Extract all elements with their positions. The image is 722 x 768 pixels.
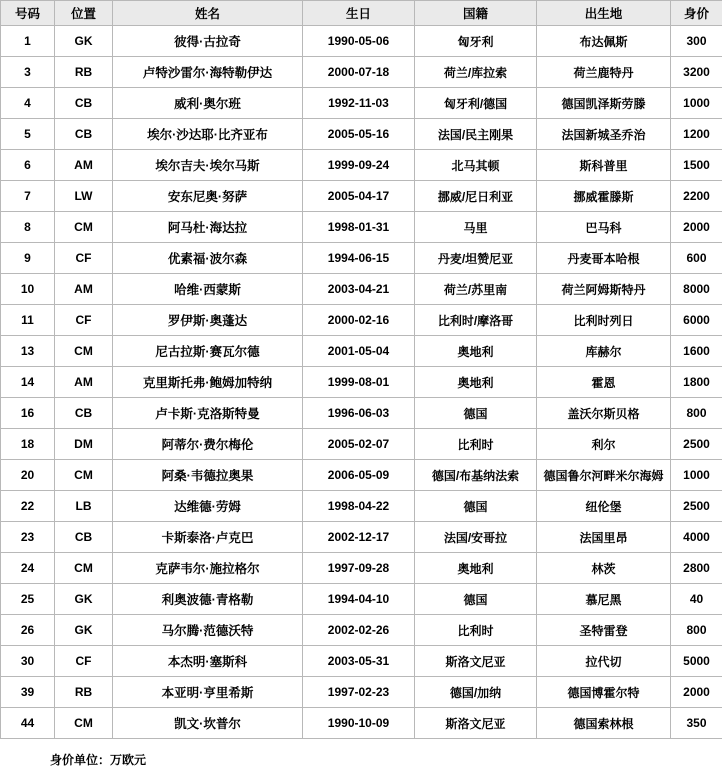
table-row bbox=[1, 181, 722, 212]
cell-value: 1500 bbox=[671, 150, 722, 181]
column-header-position: 位置 bbox=[55, 1, 113, 26]
cell-number: 24 bbox=[1, 553, 55, 584]
cell-value: 40 bbox=[671, 584, 722, 615]
value-unit-footnote: 身价单位：万欧元 bbox=[0, 751, 722, 768]
cell-number: 26 bbox=[1, 615, 55, 646]
cell-name: 本杰明·塞斯科 bbox=[113, 646, 303, 677]
cell-number: 4 bbox=[1, 88, 55, 119]
column-header-name: 姓名 bbox=[113, 1, 303, 26]
cell-birthplace: 布达佩斯 bbox=[537, 26, 671, 57]
cell-nationality: 匈牙利/德国 bbox=[415, 88, 537, 119]
cell-birthday: 1994-06-15 bbox=[303, 243, 415, 274]
cell-number: 1 bbox=[1, 26, 55, 57]
cell-number: 14 bbox=[1, 367, 55, 398]
cell-birthplace: 库赫尔 bbox=[537, 336, 671, 367]
column-header-number: 号码 bbox=[1, 1, 55, 26]
column-header-birthday: 生日 bbox=[303, 1, 415, 26]
cell-value: 2800 bbox=[671, 553, 722, 584]
cell-name: 埃尔吉夫·埃尔马斯 bbox=[113, 150, 303, 181]
cell-birthplace: 圣特雷登 bbox=[537, 615, 671, 646]
table-row bbox=[1, 150, 722, 181]
cell-position: LW bbox=[55, 181, 113, 212]
cell-number: 22 bbox=[1, 491, 55, 522]
cell-birthday: 1996-06-03 bbox=[303, 398, 415, 429]
cell-nationality: 德国 bbox=[415, 584, 537, 615]
cell-birthday: 2003-04-21 bbox=[303, 274, 415, 305]
cell-number: 13 bbox=[1, 336, 55, 367]
cell-position: RB bbox=[55, 57, 113, 88]
cell-birthday: 1998-04-22 bbox=[303, 491, 415, 522]
cell-number: 23 bbox=[1, 522, 55, 553]
table-row bbox=[1, 553, 722, 584]
table-row bbox=[1, 57, 722, 88]
cell-nationality: 北马其顿 bbox=[415, 150, 537, 181]
cell-position: AM bbox=[55, 274, 113, 305]
cell-number: 39 bbox=[1, 677, 55, 708]
cell-birthplace: 林茨 bbox=[537, 553, 671, 584]
cell-value: 2200 bbox=[671, 181, 722, 212]
cell-birthplace: 巴马科 bbox=[537, 212, 671, 243]
cell-number: 16 bbox=[1, 398, 55, 429]
cell-position: CM bbox=[55, 708, 113, 739]
cell-birthday: 1998-01-31 bbox=[303, 212, 415, 243]
cell-birthplace: 利尔 bbox=[537, 429, 671, 460]
cell-nationality: 比利时 bbox=[415, 615, 537, 646]
cell-name: 卢卡斯·克洛斯特曼 bbox=[113, 398, 303, 429]
cell-nationality: 匈牙利 bbox=[415, 26, 537, 57]
cell-birthplace: 荷兰鹿特丹 bbox=[537, 57, 671, 88]
cell-birthday: 2005-02-07 bbox=[303, 429, 415, 460]
cell-birthday: 1997-09-28 bbox=[303, 553, 415, 584]
cell-birthday: 1997-02-23 bbox=[303, 677, 415, 708]
cell-number: 5 bbox=[1, 119, 55, 150]
cell-name: 本亚明·亨里希斯 bbox=[113, 677, 303, 708]
cell-position: AM bbox=[55, 367, 113, 398]
cell-position: LB bbox=[55, 491, 113, 522]
table-row bbox=[1, 119, 722, 150]
cell-value: 1000 bbox=[671, 88, 722, 119]
cell-value: 2500 bbox=[671, 491, 722, 522]
cell-birthplace: 荷兰阿姆斯特丹 bbox=[537, 274, 671, 305]
cell-nationality: 荷兰/库拉索 bbox=[415, 57, 537, 88]
cell-birthplace: 德国凯泽斯劳滕 bbox=[537, 88, 671, 119]
cell-birthplace: 法国里昂 bbox=[537, 522, 671, 553]
cell-name: 克里斯托弗·鲍姆加特纳 bbox=[113, 367, 303, 398]
cell-name: 达维德·劳姆 bbox=[113, 491, 303, 522]
column-header-value: 身价 bbox=[671, 1, 722, 26]
cell-birthday: 2002-02-26 bbox=[303, 615, 415, 646]
cell-birthplace: 法国新城圣乔治 bbox=[537, 119, 671, 150]
table-row bbox=[1, 305, 722, 336]
cell-value: 800 bbox=[671, 398, 722, 429]
cell-nationality: 奥地利 bbox=[415, 553, 537, 584]
cell-birthday: 2000-07-18 bbox=[303, 57, 415, 88]
cell-nationality: 奥地利 bbox=[415, 336, 537, 367]
cell-nationality: 奥地利 bbox=[415, 367, 537, 398]
cell-value: 300 bbox=[671, 26, 722, 57]
cell-nationality: 法国/安哥拉 bbox=[415, 522, 537, 553]
cell-name: 尼古拉斯·赛瓦尔德 bbox=[113, 336, 303, 367]
cell-number: 25 bbox=[1, 584, 55, 615]
table-row bbox=[1, 584, 722, 615]
cell-value: 2000 bbox=[671, 677, 722, 708]
cell-name: 马尔腾·范德沃特 bbox=[113, 615, 303, 646]
cell-number: 6 bbox=[1, 150, 55, 181]
cell-birthday: 2001-05-04 bbox=[303, 336, 415, 367]
cell-position: CF bbox=[55, 305, 113, 336]
cell-birthplace: 德国博霍尔特 bbox=[537, 677, 671, 708]
cell-nationality: 马里 bbox=[415, 212, 537, 243]
cell-birthplace: 霍恩 bbox=[537, 367, 671, 398]
cell-number: 8 bbox=[1, 212, 55, 243]
cell-value: 800 bbox=[671, 615, 722, 646]
cell-nationality: 德国 bbox=[415, 398, 537, 429]
cell-birthplace: 挪威霍滕斯 bbox=[537, 181, 671, 212]
cell-value: 600 bbox=[671, 243, 722, 274]
cell-value: 1600 bbox=[671, 336, 722, 367]
table-row bbox=[1, 615, 722, 646]
cell-name: 凯文·坎普尔 bbox=[113, 708, 303, 739]
cell-nationality: 斯洛文尼亚 bbox=[415, 646, 537, 677]
table-row bbox=[1, 708, 722, 739]
cell-birthday: 1994-04-10 bbox=[303, 584, 415, 615]
cell-name: 优素福·波尔森 bbox=[113, 243, 303, 274]
cell-position: CB bbox=[55, 88, 113, 119]
cell-name: 阿马杜·海达拉 bbox=[113, 212, 303, 243]
cell-name: 威利·奥尔班 bbox=[113, 88, 303, 119]
cell-nationality: 法国/民主刚果 bbox=[415, 119, 537, 150]
cell-birthday: 1990-05-06 bbox=[303, 26, 415, 57]
table-row bbox=[1, 522, 722, 553]
cell-birthday: 2000-02-16 bbox=[303, 305, 415, 336]
cell-name: 彼得·古拉奇 bbox=[113, 26, 303, 57]
table-row bbox=[1, 212, 722, 243]
cell-position: CB bbox=[55, 398, 113, 429]
column-header-birthplace: 出生地 bbox=[537, 1, 671, 26]
cell-name: 阿蒂尔·费尔梅伦 bbox=[113, 429, 303, 460]
cell-position: CB bbox=[55, 522, 113, 553]
cell-nationality: 比利时 bbox=[415, 429, 537, 460]
cell-birthday: 1999-08-01 bbox=[303, 367, 415, 398]
column-header-nationality: 国籍 bbox=[415, 1, 537, 26]
cell-position: GK bbox=[55, 26, 113, 57]
cell-birthday: 1999-09-24 bbox=[303, 150, 415, 181]
cell-birthday: 2005-04-17 bbox=[303, 181, 415, 212]
cell-value: 2000 bbox=[671, 212, 722, 243]
cell-birthday: 2006-05-09 bbox=[303, 460, 415, 491]
cell-birthplace: 丹麦哥本哈根 bbox=[537, 243, 671, 274]
table-row bbox=[1, 491, 722, 522]
table-row bbox=[1, 398, 722, 429]
cell-position: GK bbox=[55, 584, 113, 615]
cell-position: CM bbox=[55, 336, 113, 367]
cell-birthplace: 盖沃尔斯贝格 bbox=[537, 398, 671, 429]
cell-number: 44 bbox=[1, 708, 55, 739]
cell-value: 350 bbox=[671, 708, 722, 739]
cell-name: 罗伊斯·奥蓬达 bbox=[113, 305, 303, 336]
cell-nationality: 挪威/尼日利亚 bbox=[415, 181, 537, 212]
table-row bbox=[1, 646, 722, 677]
table-row bbox=[1, 88, 722, 119]
cell-value: 1200 bbox=[671, 119, 722, 150]
cell-birthday: 1990-10-09 bbox=[303, 708, 415, 739]
cell-value: 2500 bbox=[671, 429, 722, 460]
cell-birthday: 2005-05-16 bbox=[303, 119, 415, 150]
table-header bbox=[1, 1, 722, 26]
cell-position: CM bbox=[55, 460, 113, 491]
cell-number: 3 bbox=[1, 57, 55, 88]
cell-birthplace: 斯科普里 bbox=[537, 150, 671, 181]
cell-number: 11 bbox=[1, 305, 55, 336]
cell-name: 利奥波德·青格勒 bbox=[113, 584, 303, 615]
table-row bbox=[1, 460, 722, 491]
cell-name: 安东尼奥·努萨 bbox=[113, 181, 303, 212]
cell-value: 8000 bbox=[671, 274, 722, 305]
cell-birthplace: 慕尼黑 bbox=[537, 584, 671, 615]
cell-position: CF bbox=[55, 646, 113, 677]
cell-birthday: 2002-12-17 bbox=[303, 522, 415, 553]
cell-nationality: 德国/布基纳法索 bbox=[415, 460, 537, 491]
cell-value: 1800 bbox=[671, 367, 722, 398]
cell-birthplace: 比利时列日 bbox=[537, 305, 671, 336]
cell-name: 埃尔·沙达耶·比齐亚布 bbox=[113, 119, 303, 150]
cell-nationality: 斯洛文尼亚 bbox=[415, 708, 537, 739]
cell-position: CF bbox=[55, 243, 113, 274]
table-row bbox=[1, 367, 722, 398]
table-body bbox=[1, 26, 722, 739]
cell-number: 7 bbox=[1, 181, 55, 212]
cell-name: 卢特沙雷尔·海特勒伊达 bbox=[113, 57, 303, 88]
cell-number: 18 bbox=[1, 429, 55, 460]
cell-nationality: 比利时/摩洛哥 bbox=[415, 305, 537, 336]
table-row bbox=[1, 243, 722, 274]
cell-position: CM bbox=[55, 212, 113, 243]
cell-position: GK bbox=[55, 615, 113, 646]
cell-value: 5000 bbox=[671, 646, 722, 677]
cell-position: AM bbox=[55, 150, 113, 181]
cell-name: 克萨韦尔·施拉格尔 bbox=[113, 553, 303, 584]
table-row bbox=[1, 274, 722, 305]
table-row bbox=[1, 336, 722, 367]
cell-birthplace: 德国鲁尔河畔米尔海姆 bbox=[537, 460, 671, 491]
cell-name: 哈维·西蒙斯 bbox=[113, 274, 303, 305]
table-row bbox=[1, 429, 722, 460]
cell-value: 4000 bbox=[671, 522, 722, 553]
cell-birthday: 2003-05-31 bbox=[303, 646, 415, 677]
cell-name: 卡斯泰洛·卢克巴 bbox=[113, 522, 303, 553]
cell-value: 1000 bbox=[671, 460, 722, 491]
cell-position: RB bbox=[55, 677, 113, 708]
table-row bbox=[1, 677, 722, 708]
cell-nationality: 德国/加纳 bbox=[415, 677, 537, 708]
cell-number: 9 bbox=[1, 243, 55, 274]
cell-nationality: 荷兰/苏里南 bbox=[415, 274, 537, 305]
cell-position: CB bbox=[55, 119, 113, 150]
cell-number: 10 bbox=[1, 274, 55, 305]
cell-name: 阿桑·韦德拉奥果 bbox=[113, 460, 303, 491]
cell-nationality: 德国 bbox=[415, 491, 537, 522]
header-row bbox=[1, 1, 722, 26]
cell-birthplace: 德国索林根 bbox=[537, 708, 671, 739]
cell-birthplace: 拉代切 bbox=[537, 646, 671, 677]
cell-number: 30 bbox=[1, 646, 55, 677]
cell-position: CM bbox=[55, 553, 113, 584]
cell-nationality: 丹麦/坦赞尼亚 bbox=[415, 243, 537, 274]
cell-value: 3200 bbox=[671, 57, 722, 88]
cell-birthday: 1992-11-03 bbox=[303, 88, 415, 119]
cell-position: DM bbox=[55, 429, 113, 460]
table-row bbox=[1, 26, 722, 57]
cell-number: 20 bbox=[1, 460, 55, 491]
cell-value: 6000 bbox=[671, 305, 722, 336]
cell-birthplace: 纽伦堡 bbox=[537, 491, 671, 522]
